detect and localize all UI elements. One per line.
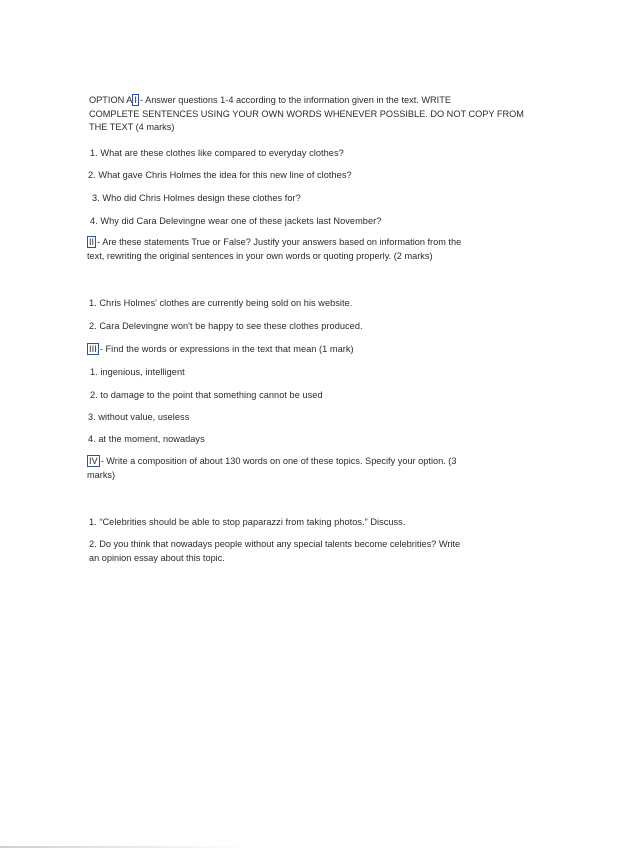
section-4-line-2: marks) bbox=[87, 469, 116, 480]
option-a-line-1 bbox=[89, 94, 524, 108]
statement-2: 2. Cara Delevingne won't be happy to see these clothes produced. bbox=[89, 321, 363, 331]
section-2-line-1 bbox=[87, 236, 461, 250]
section-4-line-1 bbox=[87, 455, 456, 469]
essay-topic-1: 1. “Celebrities should be able to stop paparazzi from taking photos.” Discuss. bbox=[89, 517, 406, 527]
section-number-box-1: I bbox=[134, 95, 137, 105]
vocab-item-4: 4. at the moment, nowadays bbox=[88, 434, 205, 444]
question-3: 3. Who did Chris Holmes design these clothes for? bbox=[92, 193, 301, 203]
essay-topic-2-line-1: 2. Do you think that nowadays people without any special talents become celebrities? Write bbox=[89, 539, 461, 549]
section-4-instructions bbox=[87, 455, 456, 482]
vocab-item-3: 3. without value, useless bbox=[88, 412, 190, 422]
section-number-box-2: II bbox=[89, 237, 95, 247]
statement-1: 1. Chris Holmes' clothes are currently being sold on his website. bbox=[89, 298, 353, 308]
option-label: OPTION A bbox=[89, 95, 133, 105]
option-a-line-1-text: - Answer questions 1-4 according to the information given in the text. WRITE bbox=[139, 95, 451, 105]
section-3-instructions bbox=[87, 343, 354, 355]
section-2-line-2: text, rewriting the original sentences in your own words or quoting properly. (2 marks) bbox=[87, 250, 433, 261]
question-4: 4. Why did Cara Delevingne wear one of these jackets last November? bbox=[90, 216, 382, 226]
option-a-instructions bbox=[89, 94, 524, 135]
option-a-line-2: COMPLETE SENTENCES USING YOUR OWN WORDS WHENEVER POSSIBLE. DO NOT COPY FROM bbox=[89, 108, 524, 119]
essay-topic-2 bbox=[89, 538, 460, 565]
question-2: 2. What gave Chris Holmes the idea for this new line of clothes? bbox=[88, 170, 352, 180]
question-1: 1. What are these clothes like compared to everyday clothes? bbox=[90, 148, 344, 158]
section-4-line-1-text: - Write a composition of about 130 words on one of these topics. Specify your option. (3 bbox=[100, 456, 457, 466]
vocab-item-1: 1. ingenious, intelligent bbox=[90, 367, 185, 377]
option-a-line-3: THE TEXT (4 marks) bbox=[89, 122, 175, 132]
section-3-text: - Find the words or expressions in the text that mean (1 mark) bbox=[99, 344, 354, 354]
essay-topic-2-line-2: an opinion essay about this topic. bbox=[89, 552, 225, 563]
section-number-box-4: IV bbox=[89, 456, 98, 466]
vocab-item-2: 2. to damage to the point that something cannot be used bbox=[90, 390, 323, 400]
section-number-box-3: III bbox=[89, 344, 97, 354]
section-2-line-1-text: - Are these statements True or False? Justify your answers based on information from the bbox=[97, 237, 462, 247]
section-2-instructions bbox=[87, 236, 461, 263]
